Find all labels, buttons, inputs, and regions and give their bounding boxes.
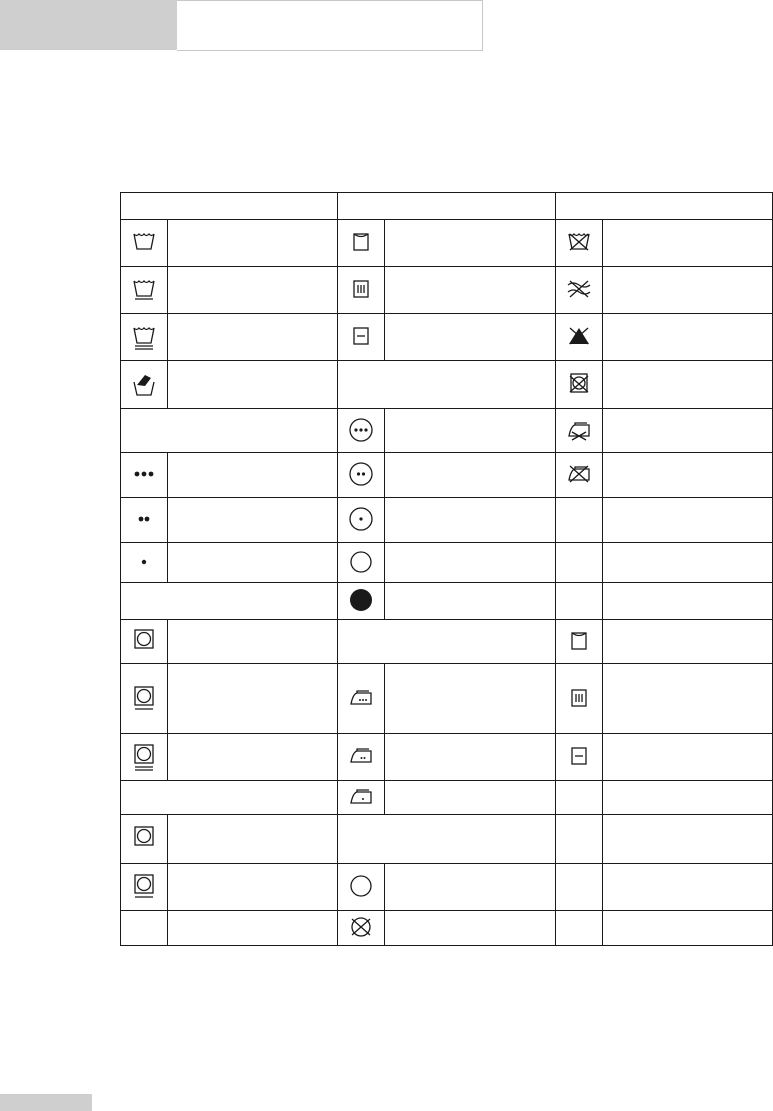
header-title-box	[177, 0, 483, 51]
symbol-description	[603, 361, 773, 409]
symbol-cell	[556, 583, 603, 620]
symbol-cell	[121, 911, 168, 946]
iron-three-dots-icon	[338, 684, 384, 714]
symbol-description	[385, 734, 556, 781]
table-row	[121, 453, 773, 498]
table-row	[121, 314, 773, 361]
table-row	[121, 734, 773, 781]
symbol-description	[385, 220, 556, 267]
symbol-description	[385, 409, 556, 453]
symbol-description	[168, 864, 338, 911]
symbol-cell	[556, 620, 603, 664]
symbol-cell	[121, 361, 168, 409]
do-not-wash-icon	[556, 228, 602, 258]
symbol-description	[168, 620, 338, 664]
table-row	[121, 664, 773, 734]
symbol-description	[603, 815, 773, 864]
symbol-cell	[556, 543, 603, 583]
section-heading	[338, 815, 556, 864]
symbol-cell	[338, 543, 385, 583]
symbol-description	[168, 267, 338, 314]
table-row	[121, 361, 773, 409]
iron-two-dots-icon	[338, 742, 384, 772]
drip-dry-icon	[556, 684, 602, 714]
table-row	[121, 864, 773, 911]
column-header	[121, 193, 338, 220]
symbol-cell	[556, 453, 603, 498]
column-header	[556, 193, 773, 220]
dryclean-one-dot-icon	[338, 505, 384, 535]
symbol-cell	[121, 267, 168, 314]
symbol-description	[168, 543, 338, 583]
symbol-cell	[556, 220, 603, 267]
symbol-cell	[556, 734, 603, 781]
symbol-description	[385, 664, 556, 734]
symbol-description	[603, 543, 773, 583]
section-heading	[121, 409, 338, 453]
symbol-description	[385, 498, 556, 543]
two-dots-icon	[121, 505, 167, 535]
symbol-cell	[556, 314, 603, 361]
dryclean-two-dots-icon	[338, 460, 384, 490]
symbol-description	[603, 620, 773, 664]
table-row	[121, 620, 773, 664]
symbol-description	[385, 314, 556, 361]
symbol-cell	[556, 267, 603, 314]
symbol-cell	[121, 220, 168, 267]
symbol-cell	[121, 815, 168, 864]
symbol-cell	[556, 664, 603, 734]
footer-tab	[0, 1094, 92, 1111]
symbol-description	[168, 734, 338, 781]
symbol-description	[603, 498, 773, 543]
symbol-description	[603, 781, 773, 815]
symbol-cell	[556, 911, 603, 946]
symbol-cell	[121, 453, 168, 498]
symbol-description	[385, 453, 556, 498]
symbol-description	[168, 664, 338, 734]
do-not-tumble-dry-icon	[556, 370, 602, 400]
symbol-cell	[121, 864, 168, 911]
symbol-cell	[338, 781, 385, 815]
symbol-cell	[556, 361, 603, 409]
symbol-description	[168, 911, 338, 946]
do-not-bleach-icon	[556, 322, 602, 352]
symbol-description	[603, 664, 773, 734]
symbol-cell	[121, 620, 168, 664]
symbol-cell	[338, 267, 385, 314]
tumble-dry-one-line-icon	[121, 684, 167, 714]
symbol-cell	[556, 409, 603, 453]
symbol-description	[168, 220, 338, 267]
symbol-description	[603, 734, 773, 781]
washtub-very-gentle-icon	[121, 322, 167, 352]
symbol-description	[603, 911, 773, 946]
symbol-cell	[338, 409, 385, 453]
washtub-icon	[121, 228, 167, 258]
tumble-dry-two-lines-icon	[121, 742, 167, 772]
symbol-cell	[338, 734, 385, 781]
symbol-description	[168, 498, 338, 543]
symbol-cell	[338, 220, 385, 267]
symbol-description	[603, 220, 773, 267]
symbol-cell	[556, 781, 603, 815]
dry-flat-icon	[338, 322, 384, 352]
symbol-cell	[338, 864, 385, 911]
dry-flat-icon	[556, 742, 602, 772]
symbol-cell	[338, 453, 385, 498]
one-dot-icon	[121, 548, 167, 578]
symbol-cell	[121, 664, 168, 734]
table-row	[121, 781, 773, 815]
section-heading	[121, 781, 338, 815]
tumble-dry-icon	[121, 627, 167, 657]
symbol-description	[385, 543, 556, 583]
symbol-cell	[556, 864, 603, 911]
symbol-cell	[338, 314, 385, 361]
circle-outline-icon	[338, 872, 384, 902]
symbol-cell	[121, 498, 168, 543]
tumble-dry-one-line-icon	[121, 872, 167, 902]
symbol-description	[603, 267, 773, 314]
section-heading	[338, 361, 556, 409]
do-not-iron-icon	[556, 460, 602, 490]
tumble-dry-square-icon	[556, 627, 602, 657]
washtub-gentle-icon	[121, 275, 167, 305]
column-header	[338, 193, 556, 220]
three-dots-icon	[121, 460, 167, 490]
do-not-steam-iron-icon	[556, 416, 602, 446]
symbol-cell	[121, 543, 168, 583]
symbol-cell	[338, 498, 385, 543]
symbol-description	[385, 864, 556, 911]
table-row	[121, 543, 773, 583]
symbol-description	[603, 583, 773, 620]
symbol-description	[168, 815, 338, 864]
symbol-cell	[338, 583, 385, 620]
dryclean-three-dots-icon	[338, 416, 384, 446]
section-heading	[338, 620, 556, 664]
hand-wash-icon	[121, 370, 167, 400]
symbol-description	[603, 453, 773, 498]
symbol-cell	[338, 911, 385, 946]
symbol-description	[168, 314, 338, 361]
symbol-description	[168, 453, 338, 498]
symbol-cell	[338, 664, 385, 734]
do-not-dryclean-icon	[338, 913, 384, 943]
symbol-cell	[556, 498, 603, 543]
symbol-description	[603, 409, 773, 453]
symbol-description	[385, 267, 556, 314]
symbol-cell	[121, 734, 168, 781]
table-row	[121, 267, 773, 314]
drip-dry-icon	[338, 275, 384, 305]
table-row	[121, 911, 773, 946]
symbol-description	[385, 911, 556, 946]
tumble-dry-icon	[121, 824, 167, 854]
symbol-description	[603, 314, 773, 361]
symbol-description	[385, 781, 556, 815]
table-row	[121, 409, 773, 453]
symbol-cell	[121, 314, 168, 361]
section-heading	[121, 583, 338, 620]
symbol-cell	[556, 815, 603, 864]
symbol-description	[385, 583, 556, 620]
table-row	[121, 583, 773, 620]
tumble-dry-square-icon	[338, 228, 384, 258]
do-not-wring-icon	[556, 275, 602, 305]
header-tab	[0, 0, 177, 50]
circle-outline-icon	[338, 548, 384, 578]
circle-filled-icon	[338, 586, 384, 616]
symbol-description	[603, 864, 773, 911]
table-row	[121, 220, 773, 267]
iron-one-dot-icon	[338, 783, 384, 813]
table-row	[121, 498, 773, 543]
table-row	[121, 815, 773, 864]
care-symbols-table	[120, 192, 773, 946]
symbol-description	[168, 361, 338, 409]
